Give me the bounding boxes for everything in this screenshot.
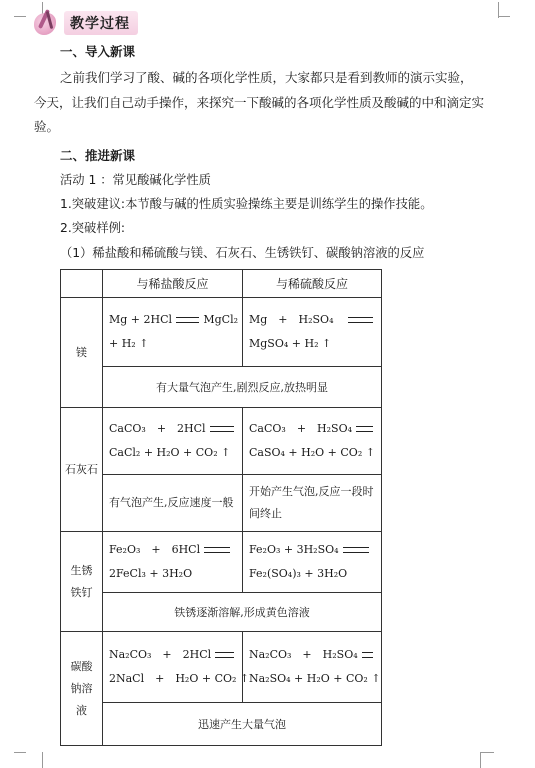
observation-cell: 铁锈逐渐溶解,形成黄色溶液 xyxy=(103,593,382,632)
header-cell-empty xyxy=(61,270,103,298)
equation-cell xyxy=(103,298,243,367)
reaction-table xyxy=(60,269,382,746)
table-header-row xyxy=(61,270,382,298)
table-row xyxy=(61,593,382,632)
crop-mark xyxy=(480,752,494,753)
table-row xyxy=(61,703,382,746)
equation-text: Fe₂O₃ + 6HCl xyxy=(109,543,201,556)
equals-sign xyxy=(348,317,374,323)
intro-paragraph: 之前我们学习了酸、碱的各项化学性质，大家都只是看到教师的演示实验，今天，让我们自己动手操作，来探究一下酸碱的各项化学性质及酸碱的中和滴定实验。 xyxy=(34,70,485,134)
equation-cell xyxy=(243,632,382,703)
equation-text: Mg + H₂SO₄ xyxy=(249,313,334,326)
equation-text: CaCO₃ + 2HCl xyxy=(109,422,206,435)
equals-sign xyxy=(210,426,234,432)
equation-text: + H₂ ↑ xyxy=(109,337,149,350)
crop-mark xyxy=(26,752,43,768)
item-example: 2.突破样例: xyxy=(60,221,126,235)
sub-item-1: （1）稀盐酸和稀硫酸与镁、石灰石、生锈铁钉、碳酸钠溶液的反应 xyxy=(60,246,425,260)
equation-text: Na₂SO₄ + H₂O + CO₂ ↑ xyxy=(249,672,381,685)
equation-text: Na₂CO₃ + H₂SO₄ xyxy=(249,648,358,661)
equation-cell xyxy=(243,298,382,367)
equals-sign xyxy=(343,547,369,553)
pen-ink-icon xyxy=(32,9,60,37)
section-title-advance: 二、推进新课 xyxy=(60,148,136,163)
row-label-sodium-carbonate: 碳酸钠溶液 xyxy=(61,632,103,746)
equation-text: Fe₂O₃ + 3H₂SO₄ xyxy=(249,543,339,556)
equation-text: Mg + 2HCl xyxy=(109,313,173,326)
equals-sign xyxy=(204,547,230,553)
equation-text: MgCl₂ xyxy=(203,313,238,326)
section-title-intro: 一、导入新课 xyxy=(60,44,136,59)
observation-cell: 开始产生气泡,反应一段时间终止 xyxy=(243,475,382,532)
activity-title: 活动 1 ：常见酸碱化学性质 xyxy=(60,173,211,187)
equation-text: MgSO₄ + H₂ ↑ xyxy=(249,337,332,350)
equation-cell xyxy=(103,408,243,475)
table-row xyxy=(61,532,382,593)
equation-text: CaCO₃ + H₂SO₄ xyxy=(249,422,353,435)
equation-text: 2NaCl + H₂O + CO₂ ↑ xyxy=(109,672,250,685)
item-suggestion: 1.突破建议:本节酸与碱的性质实验操练主要是训练学生的操作技能。 xyxy=(60,197,433,211)
table-row xyxy=(61,475,382,532)
observation-cell: 有大量气泡产生,剧烈反应,放热明显 xyxy=(103,367,382,408)
table-row xyxy=(61,632,382,703)
crop-mark xyxy=(498,16,510,17)
table-row xyxy=(61,298,382,367)
equals-sign xyxy=(362,652,373,658)
row-label-rusty-nail: 生锈铁钉 xyxy=(61,532,103,632)
table-row xyxy=(61,367,382,408)
observation-cell: 有气泡产生,反应速度一般 xyxy=(103,475,243,532)
equation-cell xyxy=(243,408,382,475)
row-label-limestone: 石灰石 xyxy=(61,408,103,532)
crop-mark xyxy=(14,16,26,17)
equation-text: CaSO₄ + H₂O + CO₂ ↑ xyxy=(249,446,375,459)
equation-cell xyxy=(243,532,382,593)
equation-text: Fe₂(SO₄)₃ + 3H₂O xyxy=(249,567,348,580)
header-title: 教学过程 xyxy=(64,11,138,35)
equation-cell xyxy=(103,632,250,703)
equation-text: 2FeCl₃ + 3H₂O xyxy=(109,567,193,580)
table-row xyxy=(61,408,382,475)
equation-text: CaCl₂ + H₂O + CO₂ ↑ xyxy=(109,446,231,459)
row-label-mg: 镁 xyxy=(61,298,103,408)
page-header xyxy=(32,8,138,38)
crop-mark xyxy=(480,752,497,768)
crop-mark xyxy=(14,752,26,753)
header-cell-h2so4: 与稀硫酸反应 xyxy=(243,270,382,298)
equals-sign xyxy=(215,652,234,658)
observation-cell: 迅速产生大量气泡 xyxy=(103,703,382,746)
equals-sign xyxy=(176,317,199,323)
equation-cell xyxy=(103,532,243,593)
equation-text: Na₂CO₃ + 2HCl xyxy=(109,648,212,661)
equals-sign xyxy=(356,426,373,432)
header-cell-hcl: 与稀盐酸反应 xyxy=(103,270,243,298)
